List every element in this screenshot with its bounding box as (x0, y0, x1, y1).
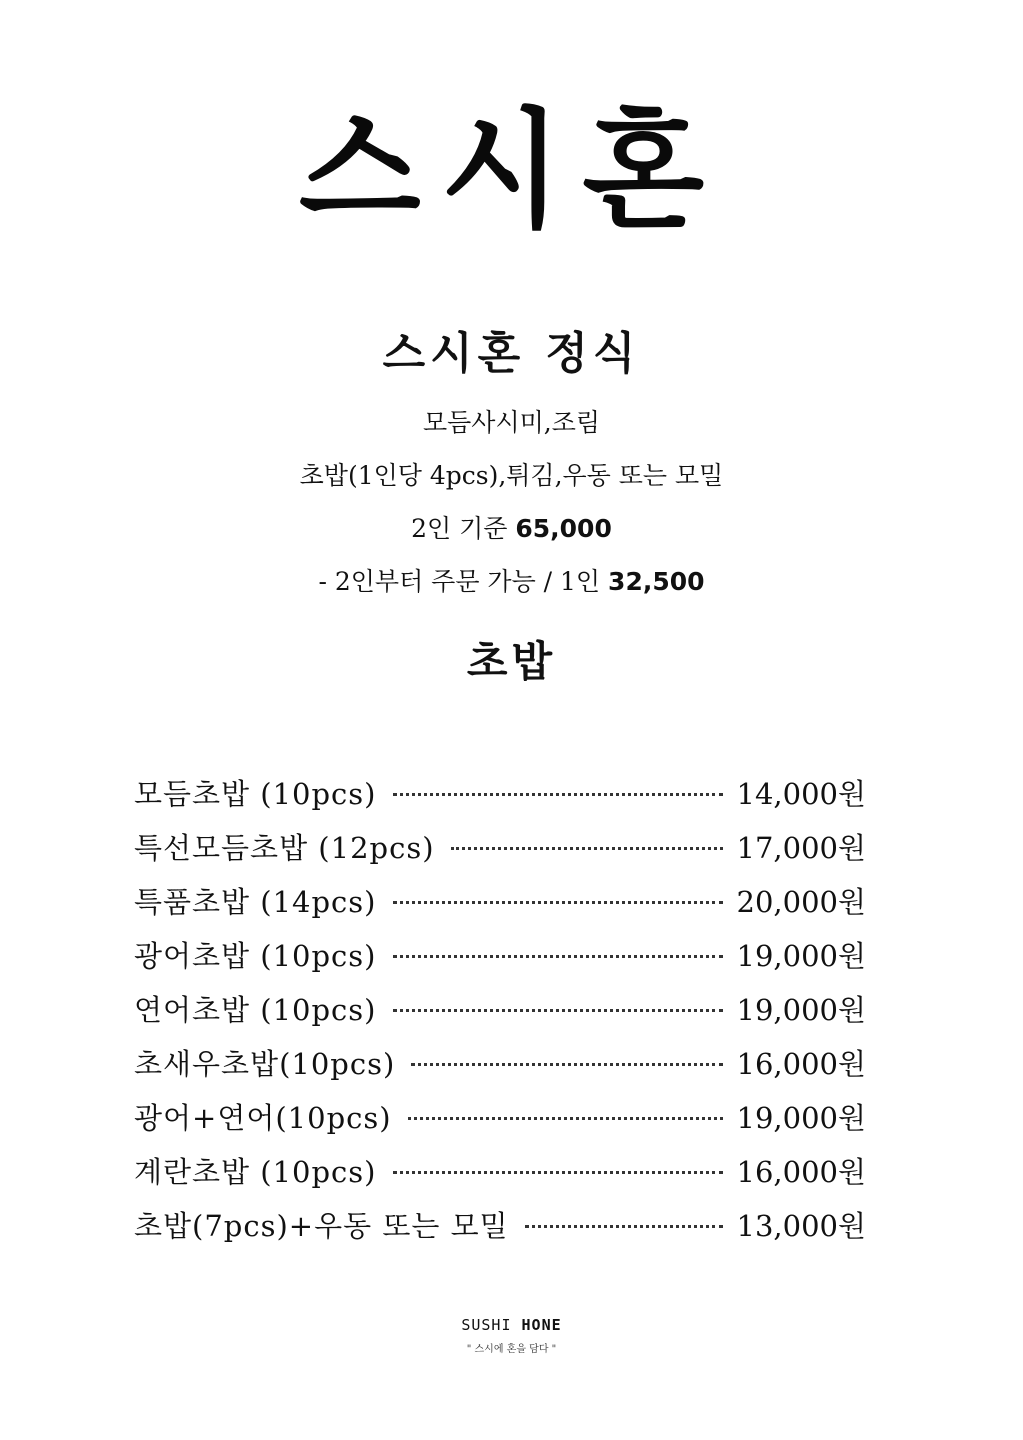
brand-tagline: " 스시에 혼을 담다 " (466, 1344, 557, 1355)
set-menu-per-person-price: 32,500 (608, 567, 705, 596)
menu-item-price: 19,000원 (736, 938, 866, 973)
menu-item (134, 873, 866, 927)
menu-item-price: 17,000원 (736, 830, 866, 865)
menu-item-price: 14,000원 (736, 776, 866, 811)
menu-item-price: 20,000원 (736, 884, 866, 919)
dot-leader (408, 1117, 723, 1120)
set-menu-line-2: 초밥(1인당 4pcs),튀김,우동 또는 모밀 (299, 461, 724, 490)
set-menu-line-3 (0, 502, 1023, 555)
dot-leader (393, 1171, 723, 1174)
set-menu-title: 스시혼 정식 (382, 328, 641, 379)
set-menu-order-note: - 2인부터 주문 가능 / 1인 (318, 567, 609, 596)
menu-item-name: 초새우초밥(10pcs) (134, 1046, 396, 1081)
logo-title: 스시혼 (298, 95, 725, 246)
menu-item-name: 특선모듬초밥 (12pcs) (134, 830, 435, 865)
menu-item-name: 특품초밥 (14pcs) (134, 884, 377, 919)
chobap-menu-list (134, 765, 866, 1251)
menu-item (134, 981, 866, 1035)
brand-prefix: SUSHI (461, 1316, 522, 1334)
menu-item-price: 16,000원 (736, 1154, 866, 1189)
menu-item-name: 계란초밥 (10pcs) (134, 1154, 377, 1189)
dot-leader (393, 901, 723, 904)
menu-item-name: 연어초밥 (10pcs) (134, 992, 377, 1027)
menu-item (134, 1089, 866, 1143)
set-menu-section (0, 322, 1023, 608)
menu-item-name: 모듬초밥 (10pcs) (134, 776, 377, 811)
menu-item-name: 초밥(7pcs)+우동 또는 모밀 (134, 1208, 509, 1243)
footer (0, 1316, 1023, 1355)
menu-item (134, 1035, 866, 1089)
menu-item-price: 19,000원 (736, 992, 866, 1027)
dot-leader (393, 1009, 723, 1012)
menu-item (134, 1197, 866, 1251)
chobap-section-title: 초밥 (466, 637, 557, 686)
brand-bold: HONE (521, 1316, 562, 1334)
menu-item-price: 13,000원 (736, 1208, 866, 1243)
set-menu-line-4 (0, 555, 1023, 608)
menu-item-price: 19,000원 (736, 1100, 866, 1135)
set-menu-line-1: 모듬사시미,조림 (423, 408, 600, 437)
menu-item (134, 819, 866, 873)
dot-leader (393, 955, 723, 958)
menu-item-price: 16,000원 (736, 1046, 866, 1081)
menu-item-name: 광어초밥 (10pcs) (134, 938, 377, 973)
menu-item (134, 765, 866, 819)
set-menu-basis-label: 2인 기준 (411, 514, 516, 543)
dot-leader (525, 1225, 723, 1228)
menu-item-name: 광어+연어(10pcs) (134, 1100, 392, 1135)
menu-item (134, 1143, 866, 1197)
dot-leader (393, 793, 723, 796)
menu-item (134, 927, 866, 981)
set-menu-price: 65,000 (515, 514, 612, 543)
dot-leader (451, 847, 723, 850)
brand-name (0, 1316, 1023, 1334)
dot-leader (411, 1063, 722, 1066)
